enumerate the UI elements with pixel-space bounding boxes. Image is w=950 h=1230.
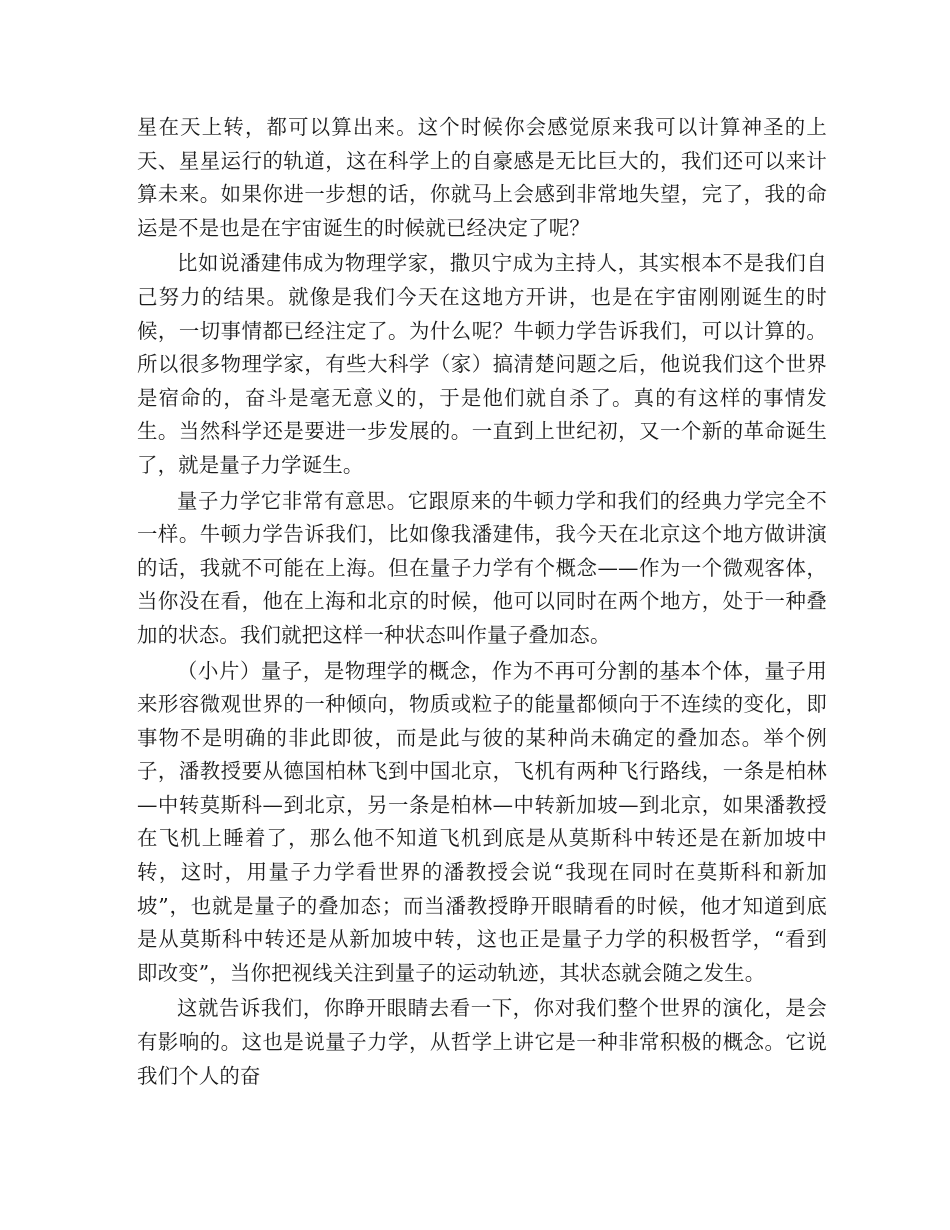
paragraph-2: 比如说潘建伟成为物理学家，撒贝宁成为主持人，其实根本不是我们自己努力的结果。就像是我们今天在这地方开讲，也是在宇宙刚刚诞生的时候，一切事情都已经注定了。为什么呢？牛顿力学告诉我们，可以计算的。所以很多物理学家，有些大科学（家）搞清楚问题之后，他说我们这个世界是宿命的，奋斗是毫无意义的，于是他们就自杀了。真的有这样的事情发生。当然科学还是要进一步发展的。一直到上世纪初，又一个新的革命诞生了，就是量子力学诞生。: [137, 251, 827, 477]
document-body: [137, 111, 827, 1095]
paragraph-3: 量子力学它非常有意思。它跟原来的牛顿力学和我们的经典力学完全不一样。牛顿力学告诉我们，比如像我潘建伟，我今天在北京这个地方做讲演的话，我就不可能在上海。但在量子力学有个概念——作为一个微观客体，当你没在看，他在上海和北京的时候，他可以同时在两个地方，处于一种叠加的状态。我们就把这样一种状态叫作量子叠加态。: [137, 488, 827, 647]
paragraph-4: （小片）量子，是物理学的概念，作为不再可分割的基本个体，量子用来形容微观世界的一种倾向，物质或粒子的能量都倾向于不连续的变化，即事物不是明确的非此即彼，而是此与彼的某种尚未确定的叠加态。举个例子，潘教授要从德国柏林飞到中国北京，飞机有两种飞行路线，一条是柏林—中转莫斯科—到北京，另一条是柏林—中转新加坡—到北京，如果潘教授在飞机上睡着了，那么他不知道飞机到底是从莫斯科中转还是在新加坡中转，这时，用量子力学看世界的潘教授会说“我现在同时在莫斯科和新加坡”，也就是量子的叠加态；而当潘教授睁开眼睛看的时候，他才知道到底是从莫斯科中转还是从新加坡中转，这也正是量子力学的积极哲学，“看到即改变”，当你把视线关注到量子的运动轨迹，其状态就会随之发生。: [137, 658, 827, 985]
paragraph-1: 星在天上转，都可以算出来。这个时候你会感觉原来我可以计算神圣的上天、星星运行的轨道，这在科学上的自豪感是无比巨大的，我们还可以来计算未来。如果你进一步想的话，你就马上会感到非常地失望，完了，我的命运是不是也是在宇宙诞生的时候就已经决定了呢？: [137, 115, 827, 240]
paragraph-5: 这就告诉我们，你睁开眼睛去看一下，你对我们整个世界的演化，是会有影响的。这也是说量子力学，从哲学上讲它是一种非常积极的概念。它说我们个人的奋: [137, 996, 827, 1088]
